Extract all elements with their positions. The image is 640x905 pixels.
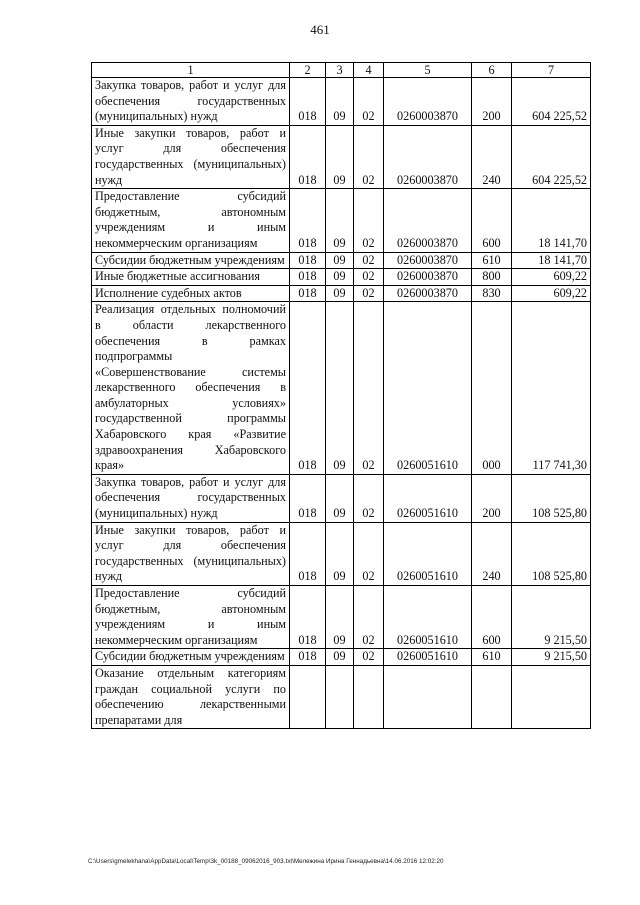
row-cell-c2: 018 <box>290 78 326 126</box>
row-cell-c7: 9 215,50 <box>512 649 591 666</box>
row-cell-c3: 09 <box>326 78 354 126</box>
row-cell-c5: 0260003870 <box>384 285 472 302</box>
row-cell-c5: 0260003870 <box>384 189 472 252</box>
row-cell-c2: 018 <box>290 302 326 475</box>
table-row <box>92 78 591 126</box>
row-cell-c2: 018 <box>290 252 326 269</box>
table-row <box>92 285 591 302</box>
header-row <box>92 63 591 78</box>
row-cell-c3: 09 <box>326 522 354 585</box>
table-row <box>92 125 591 188</box>
row-cell-c7: 609,22 <box>512 285 591 302</box>
row-cell-c7 <box>512 665 591 728</box>
row-cell-c6: 200 <box>472 78 512 126</box>
row-cell-c3: 09 <box>326 269 354 286</box>
row-cell-c4 <box>354 665 384 728</box>
column-header-1: 1 <box>92 63 290 78</box>
table-body <box>92 78 591 729</box>
row-cell-c4: 02 <box>354 285 384 302</box>
row-cell-c5: 0260003870 <box>384 78 472 126</box>
page-number: 461 <box>310 22 330 37</box>
row-cell-c6: 600 <box>472 189 512 252</box>
row-cell-c7: 108 525,80 <box>512 522 591 585</box>
row-cell-c7: 609,22 <box>512 269 591 286</box>
column-header-3: 3 <box>326 63 354 78</box>
table-row <box>92 586 591 649</box>
row-cell-c5: 0260003870 <box>384 269 472 286</box>
column-header-4: 4 <box>354 63 384 78</box>
row-cell-c6: 240 <box>472 125 512 188</box>
row-cell-c6: 000 <box>472 302 512 475</box>
row-cell-c4: 02 <box>354 474 384 522</box>
row-cell-c5: 0260051610 <box>384 522 472 585</box>
table-row <box>92 252 591 269</box>
table-row <box>92 189 591 252</box>
row-description: Исполнение судебных актов <box>92 285 290 302</box>
row-cell-c2: 018 <box>290 189 326 252</box>
row-cell-c6: 240 <box>472 522 512 585</box>
row-cell-c4: 02 <box>354 189 384 252</box>
row-cell-c2: 018 <box>290 269 326 286</box>
row-cell-c2: 018 <box>290 522 326 585</box>
column-header-7: 7 <box>512 63 591 78</box>
row-cell-c7: 18 141,70 <box>512 252 591 269</box>
table-header <box>92 63 591 78</box>
row-cell-c3: 09 <box>326 586 354 649</box>
column-header-2: 2 <box>290 63 326 78</box>
row-cell-c3: 09 <box>326 252 354 269</box>
row-cell-c7: 604 225,52 <box>512 125 591 188</box>
row-cell-c6: 610 <box>472 252 512 269</box>
row-description: Иные бюджетные ассигнования <box>92 269 290 286</box>
column-header-6: 6 <box>472 63 512 78</box>
row-cell-c6 <box>472 665 512 728</box>
row-cell-c5: 0260003870 <box>384 252 472 269</box>
row-cell-c7: 108 525,80 <box>512 474 591 522</box>
row-cell-c4: 02 <box>354 649 384 666</box>
table-row <box>92 665 591 728</box>
row-cell-c7: 117 741,30 <box>512 302 591 475</box>
row-cell-c3: 09 <box>326 125 354 188</box>
row-description: Закупка товаров, работ и услуг для обеспечения государственных (муниципальных) нужд <box>92 474 290 522</box>
row-cell-c3: 09 <box>326 649 354 666</box>
row-cell-c2: 018 <box>290 474 326 522</box>
row-cell-c2 <box>290 665 326 728</box>
row-cell-c2: 018 <box>290 586 326 649</box>
row-cell-c5: 0260051610 <box>384 586 472 649</box>
row-cell-c5 <box>384 665 472 728</box>
row-cell-c6: 200 <box>472 474 512 522</box>
row-cell-c3: 09 <box>326 302 354 475</box>
table-row <box>92 649 591 666</box>
row-cell-c4: 02 <box>354 78 384 126</box>
row-cell-c7: 604 225,52 <box>512 78 591 126</box>
row-cell-c5: 0260051610 <box>384 649 472 666</box>
row-cell-c4: 02 <box>354 125 384 188</box>
row-cell-c4: 02 <box>354 252 384 269</box>
row-description: Предоставление субсидий бюджетным, автономным учреждениям и иным некоммерческим организациям <box>92 189 290 252</box>
row-cell-c2: 018 <box>290 649 326 666</box>
row-description: Субсидии бюджетным учреждениям <box>92 649 290 666</box>
row-cell-c7: 18 141,70 <box>512 189 591 252</box>
row-cell-c3 <box>326 665 354 728</box>
row-cell-c6: 830 <box>472 285 512 302</box>
row-description: Субсидии бюджетным учреждениям <box>92 252 290 269</box>
row-cell-c7: 9 215,50 <box>512 586 591 649</box>
row-cell-c4: 02 <box>354 302 384 475</box>
row-description: Иные закупки товаров, работ и услуг для обеспечения государственных (муниципальных) нужд <box>92 125 290 188</box>
row-description: Реализация отдельных полномочий в области лекарственного обеспечения в рамках подпрограммы «Совершенствование системы лекарственного обеспечения в амбулаторных условиях» государственной программы Хабаровского края «Развитие здравоохранения Хабаровского края» <box>92 302 290 475</box>
table-row <box>92 302 591 475</box>
row-cell-c2: 018 <box>290 285 326 302</box>
row-description: Оказание отдельным категориям граждан социальной услуги по обеспечению лекарственными препаратами для <box>92 665 290 728</box>
row-description: Закупка товаров, работ и услуг для обеспечения государственных (муниципальных) нужд <box>92 78 290 126</box>
row-cell-c2: 018 <box>290 125 326 188</box>
file-path-footer: C:\Users\gmelekhana\AppData\Local\Temp\3k_00188_09062016_903.txt\Мележина Ирина Геннадьевна\14.06.2016 12:02:20 <box>88 858 444 865</box>
row-cell-c4: 02 <box>354 586 384 649</box>
table-row <box>92 269 591 286</box>
column-header-5: 5 <box>384 63 472 78</box>
row-cell-c3: 09 <box>326 285 354 302</box>
row-cell-c4: 02 <box>354 522 384 585</box>
table-row <box>92 474 591 522</box>
row-cell-c4: 02 <box>354 269 384 286</box>
row-cell-c3: 09 <box>326 474 354 522</box>
row-cell-c6: 600 <box>472 586 512 649</box>
row-description: Предоставление субсидий бюджетным, автономным учреждениям и иным некоммерческим организациям <box>92 586 290 649</box>
row-cell-c5: 0260051610 <box>384 474 472 522</box>
table-row <box>92 522 591 585</box>
row-description: Иные закупки товаров, работ и услуг для обеспечения государственных (муниципальных) нужд <box>92 522 290 585</box>
row-cell-c6: 610 <box>472 649 512 666</box>
row-cell-c6: 800 <box>472 269 512 286</box>
row-cell-c3: 09 <box>326 189 354 252</box>
row-cell-c5: 0260003870 <box>384 125 472 188</box>
budget-table <box>91 62 591 729</box>
row-cell-c5: 0260051610 <box>384 302 472 475</box>
